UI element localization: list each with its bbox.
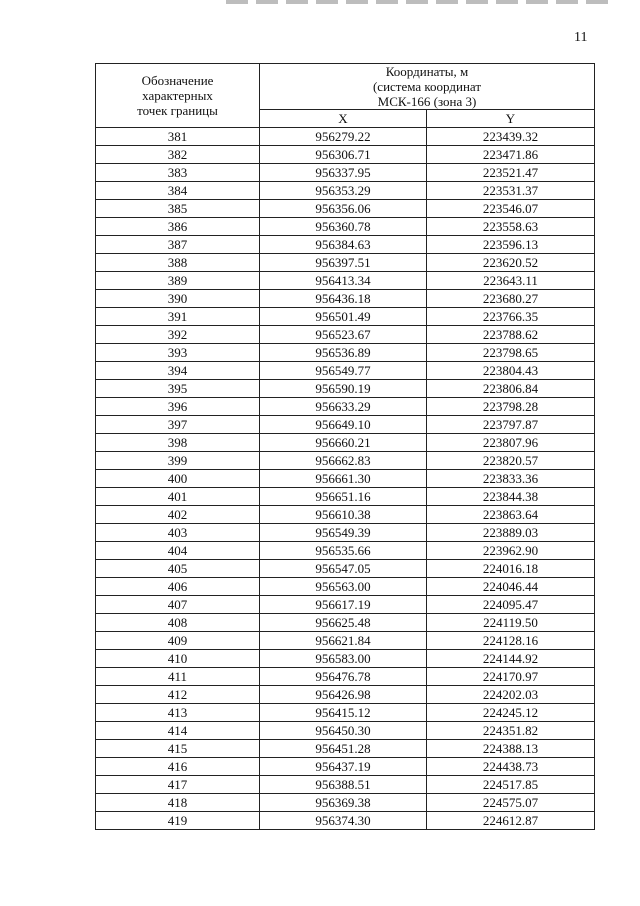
point-number-cell: 390 bbox=[96, 290, 260, 308]
table-row bbox=[96, 614, 595, 632]
y-coordinate-cell: 223546.07 bbox=[427, 200, 595, 218]
point-number-cell: 407 bbox=[96, 596, 260, 614]
table-row bbox=[96, 272, 595, 290]
y-coordinate-cell: 223798.28 bbox=[427, 398, 595, 416]
x-coordinate-cell: 956426.98 bbox=[260, 686, 427, 704]
point-number-cell: 413 bbox=[96, 704, 260, 722]
y-coordinate-cell: 223471.86 bbox=[427, 146, 595, 164]
point-number-cell: 409 bbox=[96, 632, 260, 650]
x-coordinate-cell: 956369.38 bbox=[260, 794, 427, 812]
y-coordinate-cell: 223844.38 bbox=[427, 488, 595, 506]
x-coordinate-cell: 956306.71 bbox=[260, 146, 427, 164]
x-coordinate-cell: 956450.30 bbox=[260, 722, 427, 740]
x-coordinate-cell: 956356.06 bbox=[260, 200, 427, 218]
table-row bbox=[96, 722, 595, 740]
table-row bbox=[96, 740, 595, 758]
point-number-cell: 387 bbox=[96, 236, 260, 254]
point-number-cell: 393 bbox=[96, 344, 260, 362]
table-row bbox=[96, 146, 595, 164]
y-coordinate-cell: 223806.84 bbox=[427, 380, 595, 398]
x-coordinate-cell: 956451.28 bbox=[260, 740, 427, 758]
x-coordinate-cell: 956625.48 bbox=[260, 614, 427, 632]
x-coordinate-cell: 956549.39 bbox=[260, 524, 427, 542]
point-number-cell: 402 bbox=[96, 506, 260, 524]
y-coordinate-cell: 224575.07 bbox=[427, 794, 595, 812]
x-coordinate-cell: 956337.95 bbox=[260, 164, 427, 182]
y-coordinate-cell: 224351.82 bbox=[427, 722, 595, 740]
point-number-cell: 384 bbox=[96, 182, 260, 200]
table-row bbox=[96, 416, 595, 434]
y-coordinate-cell: 224517.85 bbox=[427, 776, 595, 794]
point-number-cell: 405 bbox=[96, 560, 260, 578]
table-row bbox=[96, 200, 595, 218]
table-row bbox=[96, 560, 595, 578]
table-row bbox=[96, 524, 595, 542]
table-row bbox=[96, 380, 595, 398]
y-coordinate-cell: 224388.13 bbox=[427, 740, 595, 758]
x-coordinate-cell: 956353.29 bbox=[260, 182, 427, 200]
table-row bbox=[96, 650, 595, 668]
point-number-cell: 385 bbox=[96, 200, 260, 218]
coords-header-line: Координаты, м bbox=[385, 64, 469, 79]
x-coordinate-cell: 956535.66 bbox=[260, 542, 427, 560]
table-body bbox=[96, 128, 595, 830]
point-number-cell: 406 bbox=[96, 578, 260, 596]
top-edge-artifact bbox=[226, 0, 616, 4]
point-number-cell: 391 bbox=[96, 308, 260, 326]
x-coordinate-cell: 956501.49 bbox=[260, 308, 427, 326]
point-number-cell: 418 bbox=[96, 794, 260, 812]
table-row bbox=[96, 218, 595, 236]
table-row bbox=[96, 632, 595, 650]
y-coordinate-cell: 223643.11 bbox=[427, 272, 595, 290]
y-coordinate-cell: 224095.47 bbox=[427, 596, 595, 614]
point-number-cell: 411 bbox=[96, 668, 260, 686]
x-coordinate-cell: 956617.19 bbox=[260, 596, 427, 614]
x-coordinate-cell: 956279.22 bbox=[260, 128, 427, 146]
y-coordinate-cell: 223833.36 bbox=[427, 470, 595, 488]
table-row bbox=[96, 542, 595, 560]
y-coordinate-cell: 223820.57 bbox=[427, 452, 595, 470]
x-coordinate-cell: 956523.67 bbox=[260, 326, 427, 344]
table-row bbox=[96, 362, 595, 380]
y-coordinate-cell: 224202.03 bbox=[427, 686, 595, 704]
point-number-cell: 383 bbox=[96, 164, 260, 182]
point-number-cell: 419 bbox=[96, 812, 260, 830]
point-number-cell: 404 bbox=[96, 542, 260, 560]
table-row bbox=[96, 254, 595, 272]
x-coordinate-cell: 956590.19 bbox=[260, 380, 427, 398]
table-row bbox=[96, 686, 595, 704]
y-coordinate-cell: 223804.43 bbox=[427, 362, 595, 380]
y-coordinate-cell: 224016.18 bbox=[427, 560, 595, 578]
y-coordinate-cell: 224119.50 bbox=[427, 614, 595, 632]
y-coordinate-cell: 224245.12 bbox=[427, 704, 595, 722]
x-coordinate-cell: 956549.77 bbox=[260, 362, 427, 380]
y-coordinate-cell: 223521.47 bbox=[427, 164, 595, 182]
y-coordinate-cell: 223531.37 bbox=[427, 182, 595, 200]
table-row bbox=[96, 794, 595, 812]
x-coordinate-cell: 956610.38 bbox=[260, 506, 427, 524]
table-row bbox=[96, 758, 595, 776]
x-coordinate-cell: 956476.78 bbox=[260, 668, 427, 686]
x-coordinate-cell: 956388.51 bbox=[260, 776, 427, 794]
table-row bbox=[96, 596, 595, 614]
y-column-header: Y bbox=[427, 110, 595, 128]
y-coordinate-cell: 223889.03 bbox=[427, 524, 595, 542]
point-designation-header bbox=[96, 64, 260, 128]
coords-header-line: МСК-166 (зона 3) bbox=[377, 94, 477, 109]
point-number-cell: 389 bbox=[96, 272, 260, 290]
point-number-cell: 401 bbox=[96, 488, 260, 506]
point-number-cell: 414 bbox=[96, 722, 260, 740]
y-coordinate-cell: 223863.64 bbox=[427, 506, 595, 524]
point-number-cell: 388 bbox=[96, 254, 260, 272]
x-coordinate-cell: 956436.18 bbox=[260, 290, 427, 308]
point-header-line: характерных bbox=[142, 88, 213, 103]
y-coordinate-cell: 223962.90 bbox=[427, 542, 595, 560]
x-coordinate-cell: 956536.89 bbox=[260, 344, 427, 362]
point-number-cell: 399 bbox=[96, 452, 260, 470]
y-coordinate-cell: 223680.27 bbox=[427, 290, 595, 308]
table-row bbox=[96, 668, 595, 686]
y-coordinate-cell: 223798.65 bbox=[427, 344, 595, 362]
table-row bbox=[96, 308, 595, 326]
coords-header-line: (система координат bbox=[372, 79, 482, 94]
point-header-line: точек границы bbox=[137, 103, 218, 118]
table-row bbox=[96, 776, 595, 794]
table-row bbox=[96, 812, 595, 830]
x-coordinate-cell: 956374.30 bbox=[260, 812, 427, 830]
x-coordinate-cell: 956437.19 bbox=[260, 758, 427, 776]
point-number-cell: 382 bbox=[96, 146, 260, 164]
point-number-cell: 417 bbox=[96, 776, 260, 794]
point-header-line: Обозначение bbox=[141, 73, 214, 88]
point-number-cell: 400 bbox=[96, 470, 260, 488]
x-coordinate-cell: 956415.12 bbox=[260, 704, 427, 722]
point-number-cell: 408 bbox=[96, 614, 260, 632]
y-coordinate-cell: 223788.62 bbox=[427, 326, 595, 344]
x-coordinate-cell: 956384.63 bbox=[260, 236, 427, 254]
y-coordinate-cell: 223797.87 bbox=[427, 416, 595, 434]
x-coordinate-cell: 956360.78 bbox=[260, 218, 427, 236]
x-coordinate-cell: 956651.16 bbox=[260, 488, 427, 506]
table-row bbox=[96, 452, 595, 470]
x-coordinate-cell: 956583.00 bbox=[260, 650, 427, 668]
coordinates-group-header bbox=[260, 64, 595, 110]
table-row bbox=[96, 326, 595, 344]
x-coordinate-cell: 956413.34 bbox=[260, 272, 427, 290]
y-coordinate-cell: 224046.44 bbox=[427, 578, 595, 596]
y-coordinate-cell: 224144.92 bbox=[427, 650, 595, 668]
table-row bbox=[96, 434, 595, 452]
table-row bbox=[96, 128, 595, 146]
table-row bbox=[96, 236, 595, 254]
coordinates-table bbox=[95, 63, 595, 830]
table-row bbox=[96, 506, 595, 524]
x-coordinate-cell: 956661.30 bbox=[260, 470, 427, 488]
table-row bbox=[96, 578, 595, 596]
point-number-cell: 403 bbox=[96, 524, 260, 542]
x-coordinate-cell: 956563.00 bbox=[260, 578, 427, 596]
y-coordinate-cell: 223807.96 bbox=[427, 434, 595, 452]
x-coordinate-cell: 956660.21 bbox=[260, 434, 427, 452]
point-number-cell: 394 bbox=[96, 362, 260, 380]
table-row bbox=[96, 164, 595, 182]
x-coordinate-cell: 956662.83 bbox=[260, 452, 427, 470]
point-number-cell: 416 bbox=[96, 758, 260, 776]
x-column-header: X bbox=[260, 110, 427, 128]
point-number-cell: 410 bbox=[96, 650, 260, 668]
y-coordinate-cell: 224128.16 bbox=[427, 632, 595, 650]
y-coordinate-cell: 224438.73 bbox=[427, 758, 595, 776]
point-number-cell: 398 bbox=[96, 434, 260, 452]
x-coordinate-cell: 956547.05 bbox=[260, 560, 427, 578]
table-row bbox=[96, 398, 595, 416]
point-number-cell: 412 bbox=[96, 686, 260, 704]
page-number: 11 bbox=[574, 30, 588, 45]
y-coordinate-cell: 224612.87 bbox=[427, 812, 595, 830]
table-row bbox=[96, 290, 595, 308]
y-coordinate-cell: 223596.13 bbox=[427, 236, 595, 254]
point-number-cell: 395 bbox=[96, 380, 260, 398]
table-row bbox=[96, 704, 595, 722]
y-coordinate-cell: 224170.97 bbox=[427, 668, 595, 686]
table-row bbox=[96, 488, 595, 506]
x-coordinate-cell: 956621.84 bbox=[260, 632, 427, 650]
x-coordinate-cell: 956397.51 bbox=[260, 254, 427, 272]
point-number-cell: 381 bbox=[96, 128, 260, 146]
point-number-cell: 415 bbox=[96, 740, 260, 758]
point-number-cell: 386 bbox=[96, 218, 260, 236]
x-coordinate-cell: 956649.10 bbox=[260, 416, 427, 434]
point-number-cell: 397 bbox=[96, 416, 260, 434]
y-coordinate-cell: 223620.52 bbox=[427, 254, 595, 272]
point-number-cell: 396 bbox=[96, 398, 260, 416]
point-number-cell: 392 bbox=[96, 326, 260, 344]
y-coordinate-cell: 223558.63 bbox=[427, 218, 595, 236]
y-coordinate-cell: 223766.35 bbox=[427, 308, 595, 326]
table-row bbox=[96, 344, 595, 362]
table-row bbox=[96, 182, 595, 200]
x-coordinate-cell: 956633.29 bbox=[260, 398, 427, 416]
table-row bbox=[96, 470, 595, 488]
y-coordinate-cell: 223439.32 bbox=[427, 128, 595, 146]
